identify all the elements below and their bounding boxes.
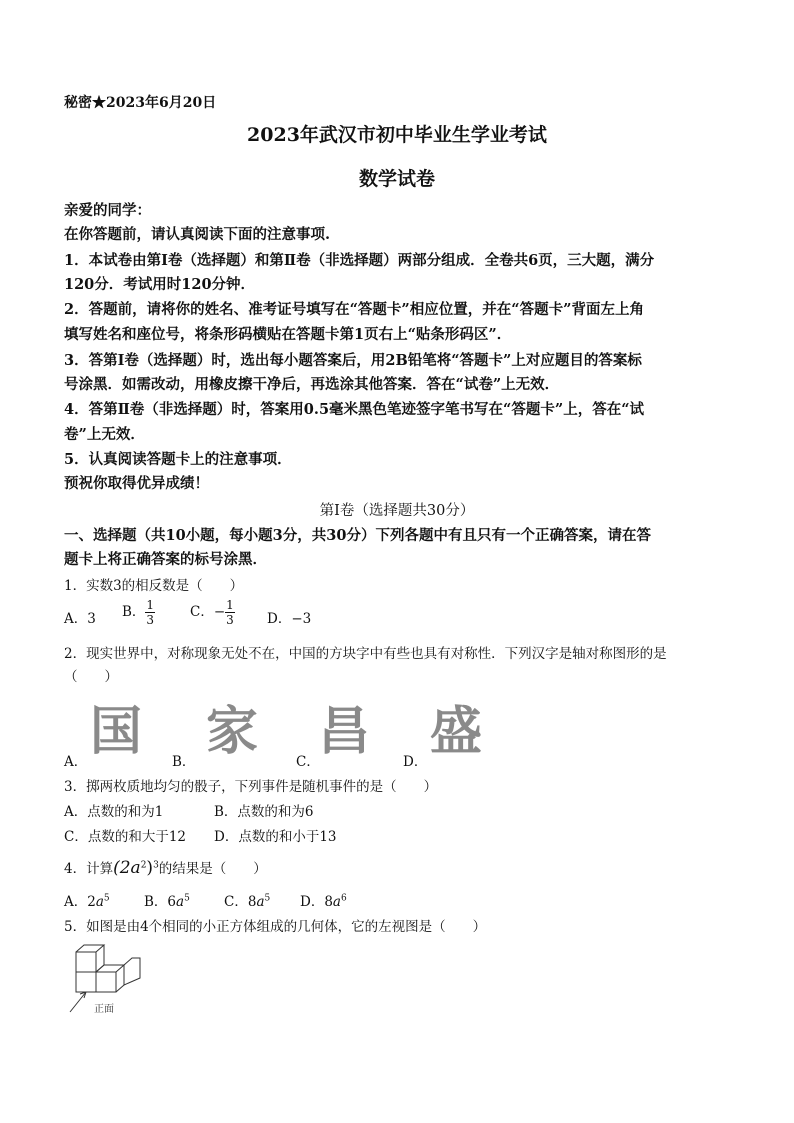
q3-option-b: B．点数的和为6 [214, 804, 314, 820]
q4-option-b-coef: 6 [167, 894, 177, 910]
notice-item3-line2: 号涂黑．如需改动，用橡皮擦干净后，再选涂其他答案．答在“试卷”上无效． [64, 376, 560, 393]
q4-option-d-coef: 8 [324, 894, 333, 910]
notice-item2-line1: 2．答题前，请将你的姓名、准考证号填写在“答题卡”相应位置，并在“答题卡”背面左上角 [64, 301, 644, 318]
q4-option-d [300, 890, 347, 910]
q4-option-a [64, 890, 110, 910]
q4-option-c-exp: 5 [264, 893, 271, 904]
q2-option-d-glyph: 盛 [430, 702, 483, 762]
q4-stem-prefix: 4．计算 [64, 861, 114, 877]
q2-option-c-label: C． [296, 754, 320, 770]
q2-option-c-glyph: 昌 [318, 702, 371, 762]
q1-option-d: D．−3 [267, 611, 312, 627]
notice-greeting: 亲爱的同学： [64, 202, 151, 219]
q4-option-b-var: a [176, 894, 185, 910]
q2-option-b-glyph: 家 [206, 702, 259, 762]
q1-option-a: A．3 [64, 611, 96, 627]
notice-item4-line2: 卷”上无效． [64, 426, 145, 443]
section-heading: 第Ⅰ卷（选择题共30分） [319, 503, 475, 519]
q4-option-a-var: a [95, 894, 104, 910]
notice-item5: 5．认真阅读答题卡上的注意事项． [64, 451, 292, 468]
q2-option-a-label: A． [64, 754, 88, 770]
q2-option-a-glyph: 国 [90, 702, 143, 762]
q3-option-a: A．点数的和为1 [64, 804, 164, 820]
q1-option-c-fraction [225, 598, 235, 627]
q2-paren: （ ） [64, 669, 118, 685]
q4-option-c-label: C． [224, 894, 248, 910]
q1-option-c-label: C．− [190, 604, 226, 620]
q1-option-b-den: 3 [146, 613, 155, 627]
q5-front-arrow [70, 992, 86, 1012]
q1-stem: 1．实数3的相反数是（ ） [64, 578, 244, 594]
q5-cube-bottom-top [96, 965, 124, 972]
q4-stem-suffix: 的结果是（ ） [158, 861, 267, 877]
q5-cube-top-front [76, 952, 96, 972]
q4-option-d-exp: 6 [340, 893, 347, 904]
q4-option-a-exp: 5 [103, 893, 110, 904]
section-instruction-line1: 一、选择题（共10小题，每小题3分，共30分）下列各题中有且只有一个正确答案，请在答 [64, 527, 651, 544]
notice-item2-line2: 填写姓名和座位号，将条形码横贴在答题卡第1页右上“贴条形码区”． [64, 326, 512, 343]
q5-cube-bottom-left [76, 972, 96, 992]
q4-expr-base: (2a [113, 858, 141, 878]
q2-option-d-label: D． [403, 754, 428, 770]
q5-cube-back [124, 958, 140, 985]
q4-option-c-coef: 8 [247, 894, 257, 910]
notice-item1-line2: 120分．考试用时120分钟． [64, 276, 256, 293]
q4-expr-inner-exp: 2 [140, 860, 147, 871]
exam-title: 2023年武汉市初中毕业生学业考试 [247, 124, 547, 146]
q4-option-a-coef: 2 [87, 894, 96, 910]
q4-expr-outer-exp: 3 [153, 860, 159, 871]
notice-intro: 在你答题前，请认真阅读下面的注意事项. [64, 226, 331, 243]
q1-option-c [190, 598, 235, 627]
q5-cube-top-top [76, 945, 104, 952]
q4-option-d-var: a [332, 894, 341, 910]
q4-stem [64, 857, 267, 878]
q4-expr-close: ) [146, 858, 154, 878]
q3-stem: 3．掷两枚质地均匀的骰子，下列事件是随机事件的是（ ） [64, 779, 438, 795]
q4-option-b [144, 890, 190, 910]
notice-item4-line1: 4．答第Ⅱ卷（非选择题）时，答案用0.5毫米黑色笔迹签字笔书写在“答题卡”上，答在“试 [64, 401, 645, 418]
q1-option-c-num: 1 [226, 598, 234, 612]
q1-option-b-num: 1 [146, 598, 155, 612]
q5-stem: 5．如图是由4个相同的小正方体组成的几何体，它的左视图是（ ） [64, 919, 487, 935]
q1-option-c-den: 3 [226, 613, 234, 627]
q4-option-a-label: A． [64, 894, 88, 910]
notice-wish: 预祝你取得优异成绩！ [64, 475, 209, 492]
q4-option-c [224, 890, 270, 910]
q1-option-b-fraction [145, 598, 155, 627]
q5-cube-figure [66, 942, 150, 1018]
q4-option-b-exp: 5 [184, 893, 190, 904]
notice-item1-line1: 1．本试卷由第Ⅰ卷（选择题）和第Ⅱ卷（非选择题）两部分组成．全卷共6页，三大题，满分 [64, 252, 655, 269]
secret-date: 秘密★2023年6月20日 [64, 95, 217, 111]
q4-option-d-label: D． [300, 894, 325, 910]
q5-figure-label: 正面 [94, 1004, 114, 1015]
q4-option-c-var: a [256, 894, 265, 910]
q4-option-b-label: B． [144, 894, 168, 910]
q5-cube-bottom-mid [96, 972, 116, 992]
q2-stem: 2．现实世界中，对称现象无处不在，中国的方块字中有些也具有对称性．下列汉字是轴对称图形的是 [64, 646, 667, 662]
q3-option-d: D．点数的和小于13 [214, 829, 337, 845]
section-instruction-line2: 题卡上将正确答案的标号涂黑． [64, 551, 267, 568]
q2-option-b-label: B． [172, 754, 196, 770]
notice-item3-line1: 3．答第Ⅰ卷（选择题）时，选出每小题答案后，用2B铅笔将“答题卡”上对应题目的答案标 [64, 352, 642, 369]
q1-option-b-label: B． [122, 604, 146, 620]
q1-option-b [122, 598, 155, 627]
exam-subtitle: 数学试卷 [358, 168, 435, 190]
q3-option-c: C．点数的和大于12 [64, 829, 187, 845]
